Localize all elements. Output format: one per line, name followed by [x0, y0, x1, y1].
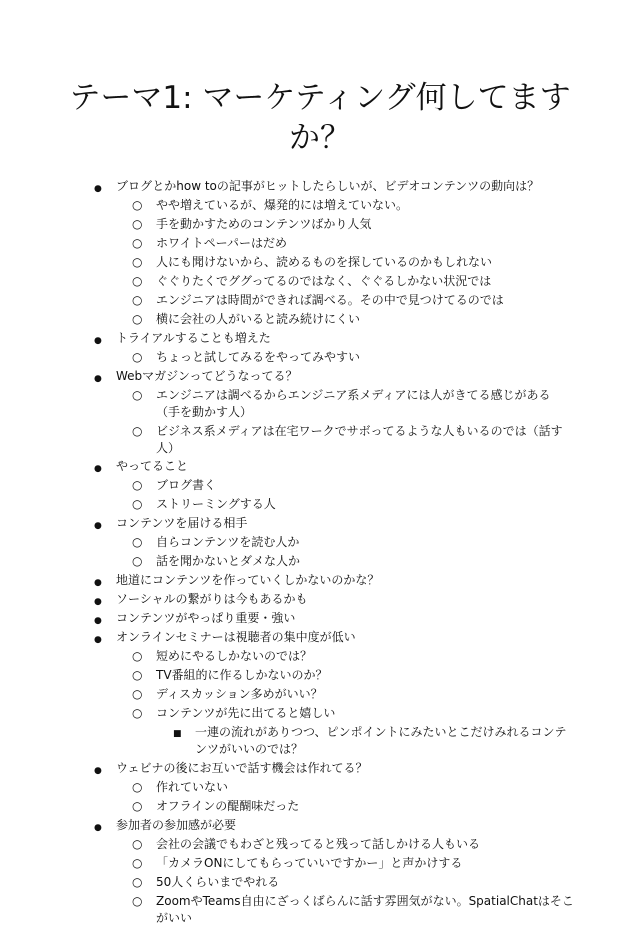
list-item-text: ストリーミングする人 [156, 497, 276, 511]
list-item [132, 836, 481, 853]
list-item-text: コンテンツを届ける相手 [116, 516, 248, 530]
list-item-text: 人にも聞けないから、読めるものを探しているのかもしれない [156, 255, 493, 269]
list-item-text: 自らコンテンツを読む人か [156, 535, 300, 549]
circle-bullet-icon: ○ [132, 668, 143, 682]
circle-bullet-icon: ○ [132, 554, 143, 568]
list-item [132, 477, 217, 494]
list-item-text: 一連の流れがありつつ、ピンポイントにみたいとこだけみれるコンテ [195, 725, 567, 739]
circle-bullet-icon: ○ [132, 798, 143, 813]
list-item-text: ちょっと試してみるをやってみやすい [156, 350, 361, 364]
list-item [132, 874, 280, 891]
list-item-text: 作れていない [156, 779, 229, 794]
list-item [94, 515, 248, 532]
list-item-text: 手を動かすためのコンテンツばかり人気 [156, 217, 372, 231]
circle-bullet-icon: ○ [132, 893, 143, 908]
list-item-text: ホワイトペーパーはだめ [156, 236, 288, 250]
square-bullet-icon: ■ [173, 729, 182, 739]
circle-bullet-icon: ○ [132, 706, 143, 720]
list-item [132, 311, 361, 328]
list-item-continuation: がいい [156, 910, 193, 925]
title-line-2: か？ [289, 120, 351, 156]
circle-bullet-icon: ○ [132, 535, 143, 549]
list-item [132, 779, 229, 796]
circle-bullet-icon: ○ [132, 274, 143, 288]
list-item [132, 667, 328, 684]
list-item [132, 216, 372, 233]
list-item [132, 496, 276, 513]
list-item [132, 387, 551, 421]
list-item [132, 798, 300, 815]
list-item-text: トライアルすることも増えた [116, 331, 271, 345]
circle-bullet-icon: ○ [132, 874, 143, 889]
list-item-text: Webマガジンってどうなってる？ [116, 369, 298, 383]
list-item-text: 地道にコンテンツを作っていくしかないのかな？ [116, 573, 380, 587]
list-item-text: コンテンツが先に出てると嬉しい [156, 706, 336, 720]
list-item-text: オフラインの醍醐味だった [156, 798, 300, 813]
circle-bullet-icon: ○ [132, 350, 143, 364]
list-item-text: ブログとかhow toの記事がヒットしたらしいが、ビデオコンテンツの動向は？ [116, 179, 540, 193]
list-item-text: 横に会社の人がいると読み続けにくい [156, 312, 361, 326]
circle-bullet-icon: ○ [132, 312, 143, 326]
disc-bullet-icon: ● [94, 597, 102, 607]
list-item [94, 629, 356, 646]
list-item [132, 273, 492, 290]
list-item-text: コンテンツがやっぱり重要・強い [116, 611, 296, 625]
list-item [132, 254, 493, 271]
list-item-text: ウェビナの後にお互いで話す機会は作れてる？ [116, 760, 368, 775]
circle-bullet-icon: ○ [132, 478, 143, 492]
list-item-text: 「カメラONにしてもらっていいですかー」と声かけする [156, 855, 463, 870]
disc-bullet-icon: ● [94, 635, 102, 645]
disc-bullet-icon: ● [94, 336, 102, 346]
circle-bullet-icon: ○ [132, 198, 143, 212]
circle-bullet-icon: ○ [132, 836, 143, 851]
circle-bullet-icon: ○ [132, 388, 143, 402]
disc-bullet-icon: ● [94, 374, 102, 384]
list-item [132, 686, 323, 703]
list-item-text: TV番組的に作るしかないのか？ [156, 668, 328, 682]
list-item [132, 705, 336, 722]
list-item [94, 330, 271, 347]
list-item-continuation: 人） [156, 440, 181, 455]
list-item-text: 参加者の参加感が必要 [116, 817, 237, 832]
list-item [94, 591, 308, 608]
list-item [132, 553, 301, 570]
disc-bullet-icon: ● [94, 765, 102, 776]
list-item [94, 760, 368, 777]
list-item [132, 292, 504, 309]
circle-bullet-icon: ○ [132, 293, 143, 307]
disc-bullet-icon: ● [94, 822, 102, 833]
list-item-text: オンラインセミナーは視聴者の集中度が低い [116, 630, 356, 644]
list-item [94, 610, 296, 627]
list-item [132, 197, 409, 214]
list-item [94, 817, 237, 834]
list-item-continuation: （手を動かす人） [156, 405, 253, 419]
list-item [132, 349, 361, 366]
list-item [132, 235, 288, 252]
list-item-text: エンジニアは調べるからエンジニア系メディアには人がきてる感じがある [156, 388, 551, 402]
list-item-text: やってること [116, 459, 189, 473]
list-item [173, 724, 567, 758]
list-item-text: 会社の会議でもわざと残ってると残って話しかける人もいる [156, 836, 481, 851]
disc-bullet-icon: ● [94, 464, 102, 474]
disc-bullet-icon: ● [94, 616, 102, 626]
circle-bullet-icon: ○ [132, 217, 143, 231]
circle-bullet-icon: ○ [132, 855, 143, 870]
circle-bullet-icon: ○ [132, 649, 143, 663]
disc-bullet-icon: ● [94, 521, 102, 531]
circle-bullet-icon: ○ [132, 423, 143, 438]
circle-bullet-icon: ○ [132, 236, 143, 250]
list-item [132, 648, 313, 665]
list-item [94, 458, 189, 475]
list-item-text: エンジニアは時間ができれば調べる。その中で見つけてるのでは [156, 293, 504, 307]
list-item-continuation: ンツがいいのでは？ [195, 742, 304, 756]
list-item-text: ぐぐりたくでググってるのではなく、ぐぐるしかない状況では [156, 274, 492, 288]
disc-bullet-icon: ● [94, 184, 102, 194]
title-line-1: テーマ1: マーケティング何してます [69, 80, 571, 116]
list-item [132, 893, 574, 927]
list-item-text: やや増えているが、爆発的には増えていない。 [156, 198, 409, 212]
list-item [132, 534, 300, 551]
list-item-text: ディスカッション多めがいい？ [156, 687, 323, 701]
list-item-text: ソーシャルの繋がりは今もあるかも [116, 592, 308, 606]
list-item [94, 368, 298, 385]
list-item-text: ビジネス系メディアは在宅ワークでサボってるような人もいるのでは（話す [156, 423, 563, 438]
list-item-text: ZoomやTeams自由にざっくばらんに話す雰囲気がない。SpatialChatはそこ [156, 893, 574, 908]
circle-bullet-icon: ○ [132, 497, 143, 511]
circle-bullet-icon: ○ [132, 687, 143, 701]
disc-bullet-icon: ● [94, 578, 102, 588]
list-item [94, 572, 380, 589]
list-item-text: 50人くらいまでやれる [156, 874, 280, 889]
list-item [94, 178, 540, 195]
list-item-text: 話を聞かないとダメな人か [156, 554, 301, 568]
list-item [132, 855, 463, 872]
list-item-text: 短めにやるしかないのでは？ [156, 649, 313, 663]
circle-bullet-icon: ○ [132, 779, 143, 794]
list-item-text: ブログ書く [156, 478, 217, 492]
circle-bullet-icon: ○ [132, 255, 143, 269]
list-item [132, 423, 563, 457]
